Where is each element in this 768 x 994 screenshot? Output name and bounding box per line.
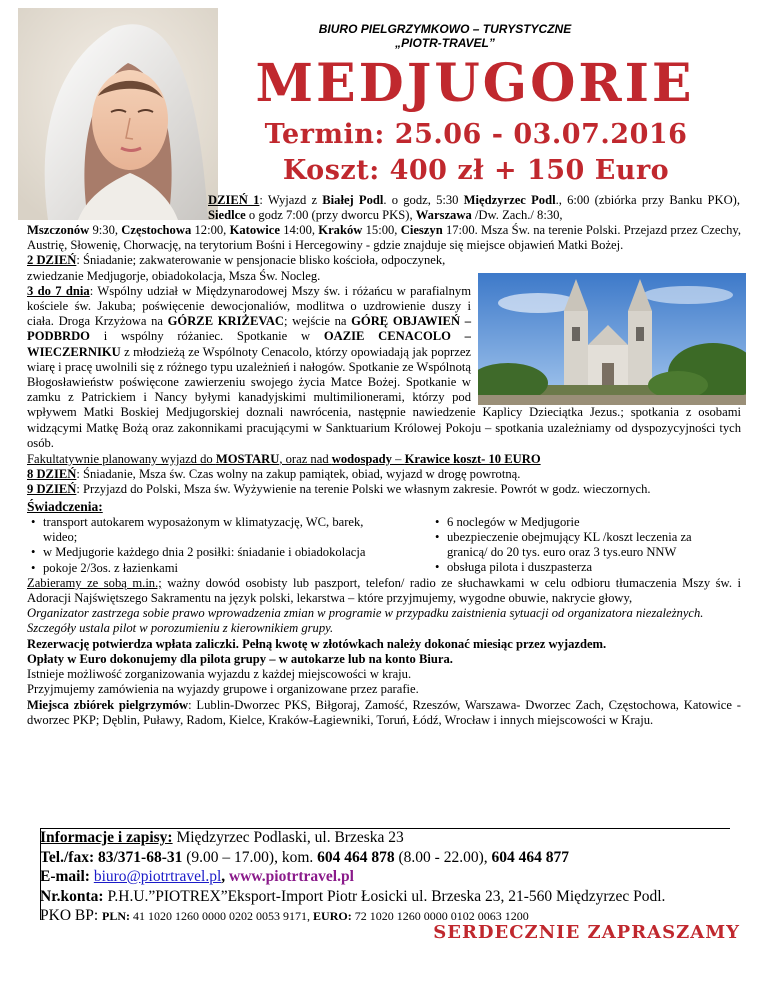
day3-text: : Wspólny udział w Międzynarodowej Mszy św. i różańcu w parafialnym kościele św. Jakuba; poświęcenie dewocjonaliów, modlitwa o uzdrowienie duszy i ciała. Droga Krzyżowa na [27,283,471,329]
madonna-image [18,8,218,220]
image-spacer [471,284,741,404]
eur-account: 72 1020 1260 0000 0102 0063 1200 [351,909,529,923]
eur-label: EURO: [313,909,352,923]
service-item: • obsługa pilota i duszpasterza [431,560,711,575]
disclaimer: Organizator zastrzega sobie prawo wprowadzenia zmian w programie w przypadku zaistnienia sytuacji od organizatora niezależnych. Szczegóły ustala pilot w porozumieniu z kierownikiem grupy. [27,606,704,636]
place: Cieszyn [400,223,443,237]
day3-text: i wspólny różaniec. Spotkanie w [89,329,324,344]
account-text: P.H.U.”PIOTREX”Eksport-Import Piotr Łosicki ul. Brzeska 23, 21-560 Międzyrzec Podl. [103,887,666,905]
contact-frame [40,828,730,920]
optional-text: – [391,452,405,467]
day8-label: 8 DZIEŃ [27,467,77,482]
pln-label: PLN: [102,909,131,923]
account-label: Nr.konta: [40,887,104,905]
euro-note: Opłaty w Euro dokonujemy dla pilota grupy – w autokarze lub na konto Biura. [27,651,453,666]
day1-text: 15:00, [362,223,401,237]
separator: , [221,868,230,885]
day1-text: 14:00, [279,223,319,237]
place: Białej Podl [322,193,384,207]
place: Mszczonów [27,223,90,237]
pickup-note [27,698,741,728]
day2-text: : Śniadanie; zakwaterowanie w pensjonacie blisko kościoła, odpoczynek, zwiedzanie Medjugorje, obiadokolacja, Msza Św. Nocleg. [27,253,446,283]
bureau-line-1: BIURO PIELGRZYMKOWO – TURYSTYCZNE [318,22,572,36]
service-item: • 6 noclegów w Medjugorie [431,515,711,530]
optional-trip [27,452,741,467]
email-label: E-mail: [40,868,94,885]
service-item: • pokoje 2/3os. z łazienkami [27,561,741,576]
day1-text: : Wyjazd z [259,193,323,207]
pickup-text: : Lublin-Dworzec PKS, Biłgoraj, Zamość, Rzeszów, Warszawa- Dworzec Zach, Częstochowa, Katowice - dworzec PKP; Dęblin, Puławy, Radom, Kielce, Kraków-Łagiewniki, Toruń, Łódź, Wrocław i innych miejscowości w Kraju. [27,697,741,727]
place: MOSTARU [215,452,280,467]
bring-label: Zabieramy ze sobą m.in.; [27,575,162,590]
service-item: • w Medjugorie każdego dnia 2 posiłki: śniadanie i obiadokolacja [27,545,387,560]
term-line: Termin: 25.06 - 03.07.2016 [264,119,688,150]
bank-label: PKO BP: [40,907,99,924]
mobile-hours: (8.00 - 22.00), [394,848,492,866]
day1-text: 9:30, [89,223,122,237]
services-heading: Świadczenia: [27,498,103,514]
day1-text: /Dw. Zach./ 8:30, [471,208,563,223]
day1-text: ., 6:00 (zbiórka przy Banku PKO), [555,193,741,207]
bureau-name [290,22,600,50]
place: Katowice [229,223,280,237]
place: Siedlce [208,208,246,223]
day1-text: 12:00, [191,223,230,237]
day1-intro [208,193,740,223]
mobile-2: 604 464 877 [491,848,570,866]
place: GÓRĘ OBJAWIEŃ – PODBRDO [27,314,471,344]
day1-continued [27,223,741,253]
day2-label: 2 DZIEŃ [27,253,77,268]
day9 [27,482,741,497]
place: Kraków [318,223,363,237]
website-link[interactable]: www.piotrtravel.pl [229,868,354,885]
day3-text: z młodzieżą ze Wspólnoty Cenacolo, którzy opowiadają jak poprzez wiarę i pracę uwolnili się z różnego typu uzależnień i nałogów. Spotkanie ze Wspólnotą Błogosławieństw poświęcone zawierzeniu swojego życia Matce Bożej. Spotkanie w zamku z Patrickiem i Nancy byłymi kanadyjskimi multimilionerami, którzy pod wpływem Matki Boskiej Medjugorskiej doznali nawrócenia, następnie nawiedzenie Kaplicy Dzieciątka Jezus.; spotkania z osobami widzącymi Matkę Bożą oraz zakonnikami pracującymi w Sanktuarium Królowej Pokoju – spotkania uzależniamy od dyspozycyjności tych osób. [27,344,741,450]
closing-invitation: SERDECZNIE ZAPRASZAMY [433,922,740,943]
address: Międzyrzec Podlaski, ul. Brzeska 23 [172,829,404,846]
pickup-label: Miejsca zbiórek pielgrzymów [27,697,189,712]
other-city-note: Istnieje możliwość zorganizowania wyjazdu z każdej miejscowości w kraju. [27,667,412,682]
phone-hours: (9.00 – 17.00), kom. [182,848,318,866]
info-label: Informacje i zapisy: [40,829,173,846]
main-content [27,223,741,728]
service-item: • transport autokarem wyposażonym w klimatyzację, WC, barek, wideo; [27,515,387,545]
day1-text: 17:00. Msza Św. na terenie Polski. Przejazd przez Czechy, Austrię, Słowenię, Chorwację, na terytorium Bośni i Hercegowiny - gdzie znajduje się miejsce objawień Matki Bożej. [27,223,741,253]
optional-text: , oraz nad [279,452,332,467]
place: Częstochowa [121,223,192,237]
groups-note: Przyjmujemy zamówienia na wyjazdy grupowe i organizowane przez parafie. [27,682,419,697]
day3-text: ; wejście na [284,314,352,329]
day8-text: : Śniadanie, Msza św. Czas wolny na zakup pamiątek, obiad, wyjazd w drogę powrotną. [76,467,521,482]
day1-label: DZIEŃ 1 [208,193,260,207]
bring-note [27,576,741,606]
bring-text: ważny dowód osobisty lub paszport, telefon/ radio ze słuchawkami w celu odbioru tłumaczenia Mszy św. i Adoracji Najświętszego Sakramentu na język polski, lekarstwa – które przyjmujemy, wygodne obuwie, nakrycie głowy, [27,575,741,606]
day8 [27,467,741,482]
day1-text: . o godz, 5:30 [383,193,464,207]
optional-cost: Krawice koszt- 10 EURO [404,452,541,467]
day3-7 [27,284,741,451]
bureau-line-2: „PIOTR-TRAVEL” [395,36,495,50]
day3-label: 3 do 7 dnia [27,283,90,298]
pln-account: 41 1020 1260 0000 0202 0053 9171, [130,909,314,923]
phone: Tel./fax: 83/371-68-31 [40,848,183,866]
place: OAZIE CENACOLO – WIECZERNIKU [27,329,471,359]
day1-text: o godz 7:00 (przy dworcu PKS), [245,208,416,223]
mobile-1: 604 464 878 [317,848,395,866]
day9-label: 9 DZIEŃ [27,482,77,497]
day9-text: : Przyjazd do Polski, Msza św. Wyżywienie na terenie Polski we własnym zakresie. Powrót w godz. wieczornych. [76,482,651,497]
page-title: MEDJUGORIE [255,53,695,114]
day2 [27,253,477,283]
place: wodospady [331,452,392,467]
place: GÓRZE KRIŻEVAC [167,314,285,329]
place: Międzyrzec Podl [463,193,556,207]
place: Warszawa [415,208,472,223]
cost-line: Koszt: 400 zł + 150 Euro [282,155,670,186]
deposit-note: Rezerwację potwierdza wpłata zaliczki. Pełną kwotę w złotówkach należy dokonać miesiąc przez wyjazdem. [27,636,607,651]
optional-text: Fakultatywnie planowany wyjazd do [27,452,216,467]
service-item: • ubezpieczenie obejmujący KL /koszt leczenia za granicą/ do 20 tys. euro oraz 3 tys.euro NNW [431,530,711,560]
email-link[interactable]: biuro@piotrtravel.pl [93,868,222,885]
